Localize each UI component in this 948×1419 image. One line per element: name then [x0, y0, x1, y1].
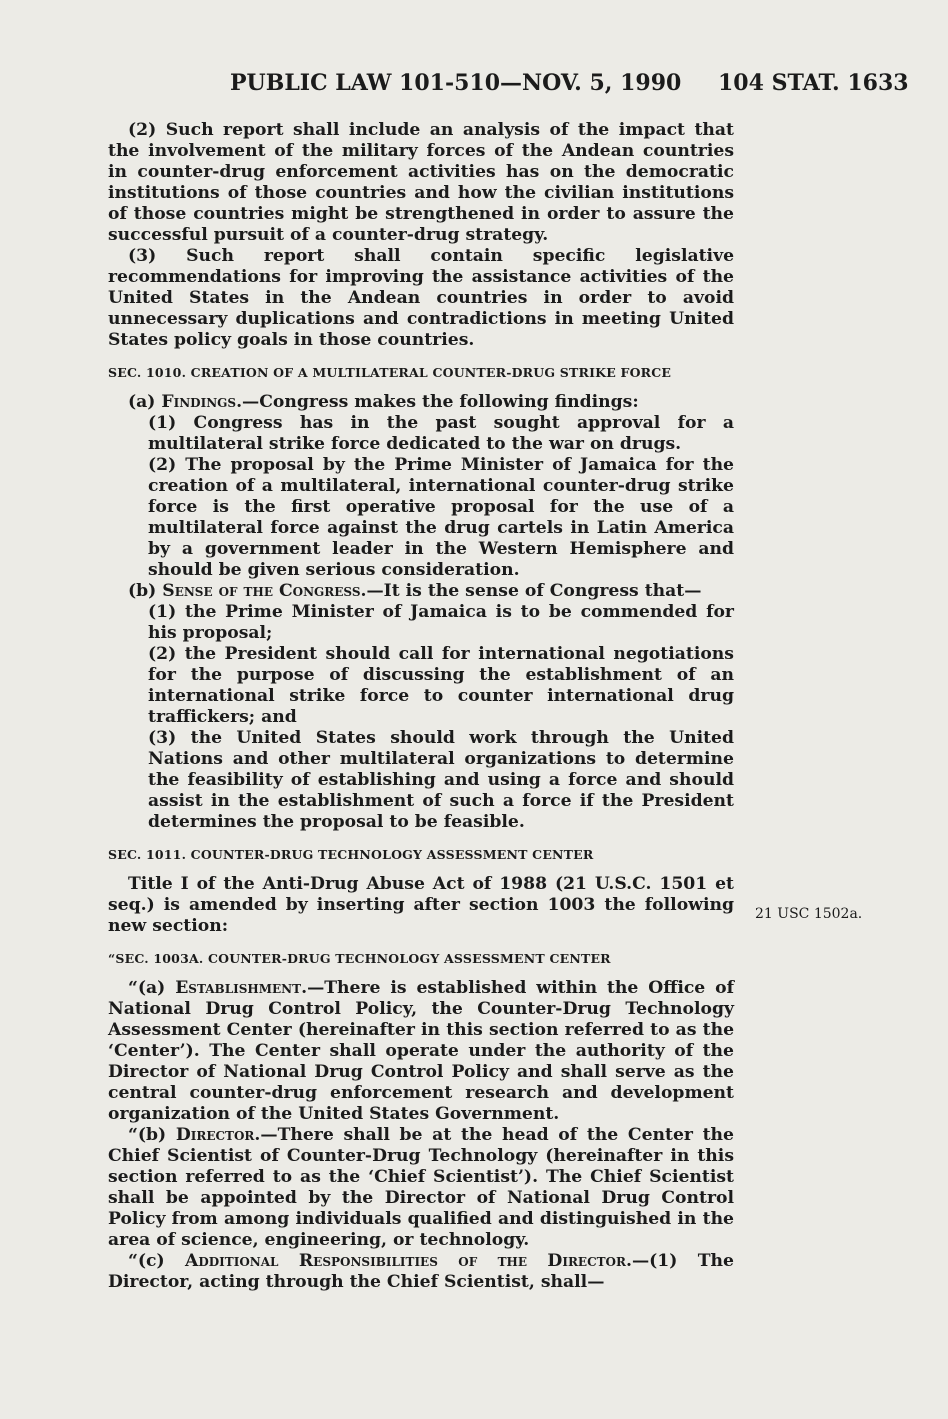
subsection-caption: Findings: [161, 392, 237, 412]
paragraph-2: (2) Such report shall include an analysis of the impact that the involvement of the military forces of the Andean countries in counter-drug enforcement activities has on the democratic institutions of those countries and how the civilian institutions of those countries might be strengthened in order to assure the successful pursuit of a counter-drug strategy.: [108, 120, 734, 245]
running-title: PUBLIC LAW 101-510—NOV. 5, 1990: [230, 70, 682, 96]
subsection-text: .—(1) The Director, acting through the Chief Scientist, shall—: [108, 1251, 734, 1292]
subsection-text: .—Congress makes the following findings:: [236, 392, 639, 412]
section-1003a-b: [108, 1125, 734, 1251]
section-1003a-c: [108, 1251, 734, 1293]
subsection-text: .—There shall be at the head of the Center the Chief Scientist of Counter-Drug Technology (hereinafter in this section referred to as the ‘Chief Scientist’). The Chief Scientist shall be appointed by the Director of National Drug Control Policy from among individuals qualified and distinguished in the area of science, engineering, or technology.: [108, 1125, 734, 1250]
page-header: [0, 64, 948, 104]
section-1003a-heading: “SEC. 1003A. COUNTER-DRUG TECHNOLOGY ASSESSMENT CENTER: [108, 951, 611, 966]
finding-1: (1) Congress has in the past sought approval for a multilateral strike force dedicated to the war on drugs.: [148, 413, 734, 454]
subsection-text: .—It is the sense of Congress that—: [360, 581, 702, 601]
margin-note-usc: 21 USC 1502a.: [755, 906, 863, 922]
section-1011-heading: SEC. 1011. COUNTER-DRUG TECHNOLOGY ASSESSMENT CENTER: [108, 847, 594, 862]
subsection-label: “(b): [128, 1125, 176, 1145]
subsection-label: “(a): [128, 978, 176, 998]
section-1010-a: [108, 392, 734, 413]
subsection-caption: Establishment: [175, 978, 302, 998]
section-1011-intro: Title I of the Anti-Drug Abuse Act of 1988 (21 U.S.C. 1501 et seq.) is amended by inserting after section 1003 the following new section:: [108, 874, 734, 936]
paragraph-3: (3) Such report shall contain specific legislative recommendations for improving the assistance activities of the United States in the Andean countries in order to avoid unnecessary duplications and contradictions in meeting United States policy goals in those countries.: [108, 246, 734, 350]
subsection-label: (a): [128, 392, 162, 412]
sense-1: (1) the Prime Minister of Jamaica is to be commended for his proposal;: [148, 602, 734, 643]
subsection-caption: Additional Responsibilities of the Director: [185, 1251, 626, 1271]
subsection-text: .—There is established within the Office of National Drug Control Policy, the Counter-Drug Technology Assessment Center (hereinafter in this section referred to as the ‘Center’). The Center shall operate under the authority of the Director of National Drug Control Policy and shall serve as the central counter-drug enforcement research and development organization of the United States Government.: [108, 978, 735, 1124]
section-1010-heading: SEC. 1010. CREATION OF A MULTILATERAL COUNTER-DRUG STRIKE FORCE: [108, 365, 672, 380]
subsection-label: “(c): [128, 1251, 186, 1271]
section-1010-b: [108, 581, 734, 602]
subsection-caption: Director: [175, 1125, 255, 1145]
sense-3: (3) the United States should work through the United Nations and other multilateral organizations to determine the feasibility of establishing and using a force and should assist in the establishment of such a force if the President determines the proposal to be feasible.: [148, 728, 734, 832]
page-body: [108, 120, 734, 1293]
sense-2: (2) the President should call for international negotiations for the purpose of discussing the establishment of an international strike force to counter international drug traffickers; and: [148, 644, 734, 727]
subsection-label: (b): [128, 581, 163, 601]
stat-citation: 104 STAT. 1633: [718, 70, 909, 96]
section-1003a-a: [108, 978, 734, 1125]
subsection-caption: Sense of the Congress: [162, 581, 361, 601]
finding-2: (2) The proposal by the Prime Minister of Jamaica for the creation of a multilateral, international counter-drug strike force is the first operative proposal for the use of a multilateral force against the drug cartels in Latin America by a government leader in the Western Hemisphere and should be given serious consideration.: [148, 455, 734, 580]
